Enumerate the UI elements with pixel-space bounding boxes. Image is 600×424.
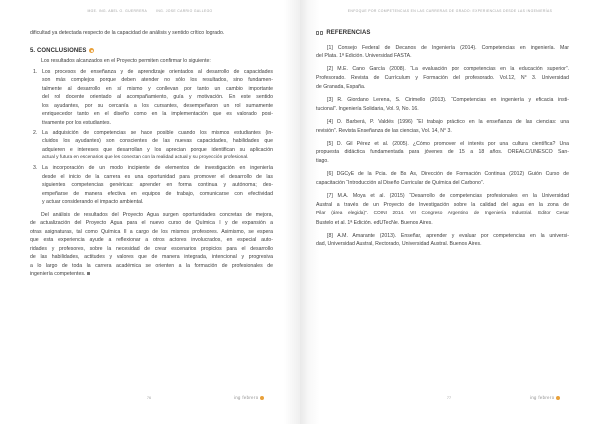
reference-line: revisión”. Revista Enseñanza de las ciencias, Vol. 14, N° 3. [316, 127, 452, 134]
text-line: La adquisición de competencias se hace posible cuando los mismos estudiantes (in- [42, 129, 273, 136]
conclusion-item-number: 3. [33, 165, 38, 171]
footer-brand-text: ing febrero [530, 395, 555, 400]
header-author-1: MGE. ING. ABEL O. GUERRERA [87, 9, 148, 13]
reference-line: [2] M.E. Cano García (2008). “La evaluación por competencias en la educación superior”. [327, 66, 569, 73]
reference-line: Bustelo et al. 1ª Edición. edUTecNe. Buenos Aires. [316, 219, 433, 226]
reference-entry [316, 232, 569, 250]
reference-entry [316, 140, 569, 167]
conclusion-item [30, 68, 273, 128]
reference-line: [3] R. Giordano Lerena, S. Cirimello (2013). “Competencias en ingeniería y eficacia insti- [327, 96, 569, 103]
text-line: los ayudantes, por su cercanía a los cursantes, desempeñaron un rol sumamente [42, 102, 273, 109]
intro-line: dificultad ya detectada respecto de la capacidad de análisis y sentido crítico logrado. [30, 30, 225, 36]
reference-line: [7] M.A. Moya et al. (2015) “Desarrollo de competencias profesionales en la Universidad [327, 192, 569, 199]
text-line-last [30, 270, 273, 279]
right-page [300, 0, 600, 424]
reference-entry [316, 170, 569, 188]
text-line: desde el inicio de la carrera es una oportunidad para promover el desarrollo de las [42, 173, 273, 180]
text-line: La incorporación de un modo incipiente de elementos de investigación en ingeniería [42, 165, 273, 171]
reference-line: Austral a través de un Proyecto de Investigación sobre la calidad del agua en la zona de [316, 201, 569, 208]
reference-line: Profesorado. Revista de Currículum y Formación del profesorado. Vol.12, N° 3. Universidad [316, 75, 569, 82]
references-icon [316, 31, 323, 35]
text-line: a lo largo de toda la carrera académica se orienten a la formación de profesionales de [30, 262, 273, 269]
text-line: y actuar considerando el impacto ambiental. [42, 199, 144, 205]
reference-line: [1] Consejo Federal de Decanos de Ingeniería (2014). Competencias en ingeniería. Mar [327, 44, 569, 51]
reference-entry [316, 192, 569, 228]
left-text-column [30, 29, 273, 279]
text-line: son más complejos porque deben atender no sólo los resultados, sino fundamen- [42, 77, 273, 83]
text-line: talmente al desarrollo en sí mismo y conllevan por tanto un cambio importante [42, 85, 273, 92]
text-line: adquieren e intereses que desarrollan y los aprecian porque identifican su aplicación [42, 146, 273, 153]
running-header-authors [0, 9, 300, 13]
reference-line: capacitación “Introducción al Diseño Curricular de Química del Carbono”. [316, 180, 485, 187]
footer-brand [234, 395, 264, 400]
brand-dot-icon [260, 396, 264, 400]
closing-paragraph [30, 211, 273, 279]
page-number: 77 [446, 396, 452, 400]
text-line: ridades y profesores, sobre la necesidad de crear escenarios propicios para el desarrollo [30, 245, 273, 252]
conclusion-item-number: 1. [33, 68, 38, 75]
reference-line: de Granada, España. [316, 84, 366, 91]
header-author-2: ING. JOSE CARRIO GALLEGO [156, 9, 213, 13]
text-line: cluidos los ayudantes) son conscientes de las nuevas capacidades, habilidades que [42, 138, 273, 144]
reference-line: [6] DGCyE de la Pcia. de Bs As, Dirección de Formación Continua (2012) Guión Curso de [327, 171, 569, 178]
conclusion-item-body [42, 129, 273, 163]
conclusion-item [30, 164, 273, 207]
text-line: siguientes competencias genéricas: aprender en forma continua y autónoma; des- [42, 182, 273, 188]
section-circle-icon [89, 48, 94, 53]
conclusions-lead: Los resultados alcanzados en el Proyecto permiten confirmar lo siguiente: [41, 57, 211, 64]
reference-line: [5] D. Gil Pérez et al. (2005). ¿Cómo promover el interés por una cultura científica? Una [327, 140, 569, 147]
reference-line: propuesta didáctica fundamentada para jóvenes de 15 a 18 años. OREALC/UNESCO San- [316, 149, 569, 156]
text-line: de las habilidades, actitudes y valores que de manera integrada, intencional y progresiva [30, 254, 273, 260]
conclusion-item-body [42, 164, 273, 207]
brand-dot-icon [556, 396, 560, 400]
text-line: tivamente por los estudiantes. [42, 119, 111, 126]
running-header-title: ENFOQUE POR COMPETENCIAS EN LAS CARRERAS DE GRADO: EXPERIENCIAS DESDE LAS INGENIERÍAS [347, 9, 553, 13]
text-line: enriquecedor tanto en el diseño como en la implementación que es valorado posi- [42, 111, 273, 117]
text-line: del rol docente orientado al acompañamiento, guía y motivación. En este sentido [42, 94, 273, 100]
text-line: Los procesos de enseñanza y de aprendizaje orientados al desarrollo de capacidades [42, 68, 273, 75]
references-list [316, 44, 569, 250]
references-title: REFERENCIAS [326, 30, 371, 36]
conclusion-item [30, 129, 273, 163]
reference-line: tiago. [316, 158, 329, 165]
text-line: de actualización del Proyecto Agua para el nuevo curso de Química I y de expansión a [30, 220, 273, 226]
text-line: Del análisis de resultados del Proyecto Agua surgen oportunidades concretas de mejora, [41, 211, 273, 218]
reference-entry [316, 44, 569, 62]
reference-line: [4] O. Barberá, P. Valdés (1996) “El trabajo práctico en la enseñanza de las ciencias: una [327, 118, 569, 125]
reference-line: tucional”. Ingeniería Solidaria, Vol. 9, No. 16. [316, 105, 419, 112]
conclusions-heading [30, 46, 273, 56]
right-text-column [316, 28, 569, 253]
text-line: otras asignaturas, tal como Química II a cargo de los mismos profesores. Asimismo, se espera [30, 228, 273, 235]
closing-last-text: ingeniería competentes. [30, 271, 86, 277]
end-mark-icon [87, 272, 90, 275]
footer-brand [530, 395, 560, 400]
footer-brand-text: ing febrero [234, 395, 259, 400]
reference-entry [316, 96, 569, 114]
reference-line: dad, Universidad Austral, Rectorado, Universidad Austral. Buenos Aires. [316, 241, 482, 248]
reference-line: Pilar (área elegida)”. COINI 2014. VII Congreso Argentino de Ingeniería Industrial. Editor Cesar [316, 210, 569, 216]
reference-line: del Plata. 1ª Edición. Universidad FASTA. [316, 53, 412, 60]
page-number: 76 [146, 396, 152, 400]
text-line: actual y futura en escenarios que les conectan con la realidad actual y su proyección profesional. [42, 155, 249, 160]
conclusions-title: 5. CONCLUSIONES [30, 47, 87, 54]
reference-entry [316, 118, 569, 136]
reference-entry [316, 65, 569, 92]
text-line: empeñarse de manera efectiva en equipos de trabajo, comunicarse con efectividad [42, 190, 273, 197]
reference-line: [8] A.M. Amarante (2013). Enseñar, aprender y evaluar por competencias en la universi- [327, 232, 569, 239]
conclusion-item-number: 2. [33, 129, 38, 136]
conclusion-item-body [42, 68, 273, 128]
references-heading [316, 28, 569, 38]
text-line: que esta experiencia ayude a reflexionar a otros actores involucrados, en especial auto- [30, 237, 273, 243]
